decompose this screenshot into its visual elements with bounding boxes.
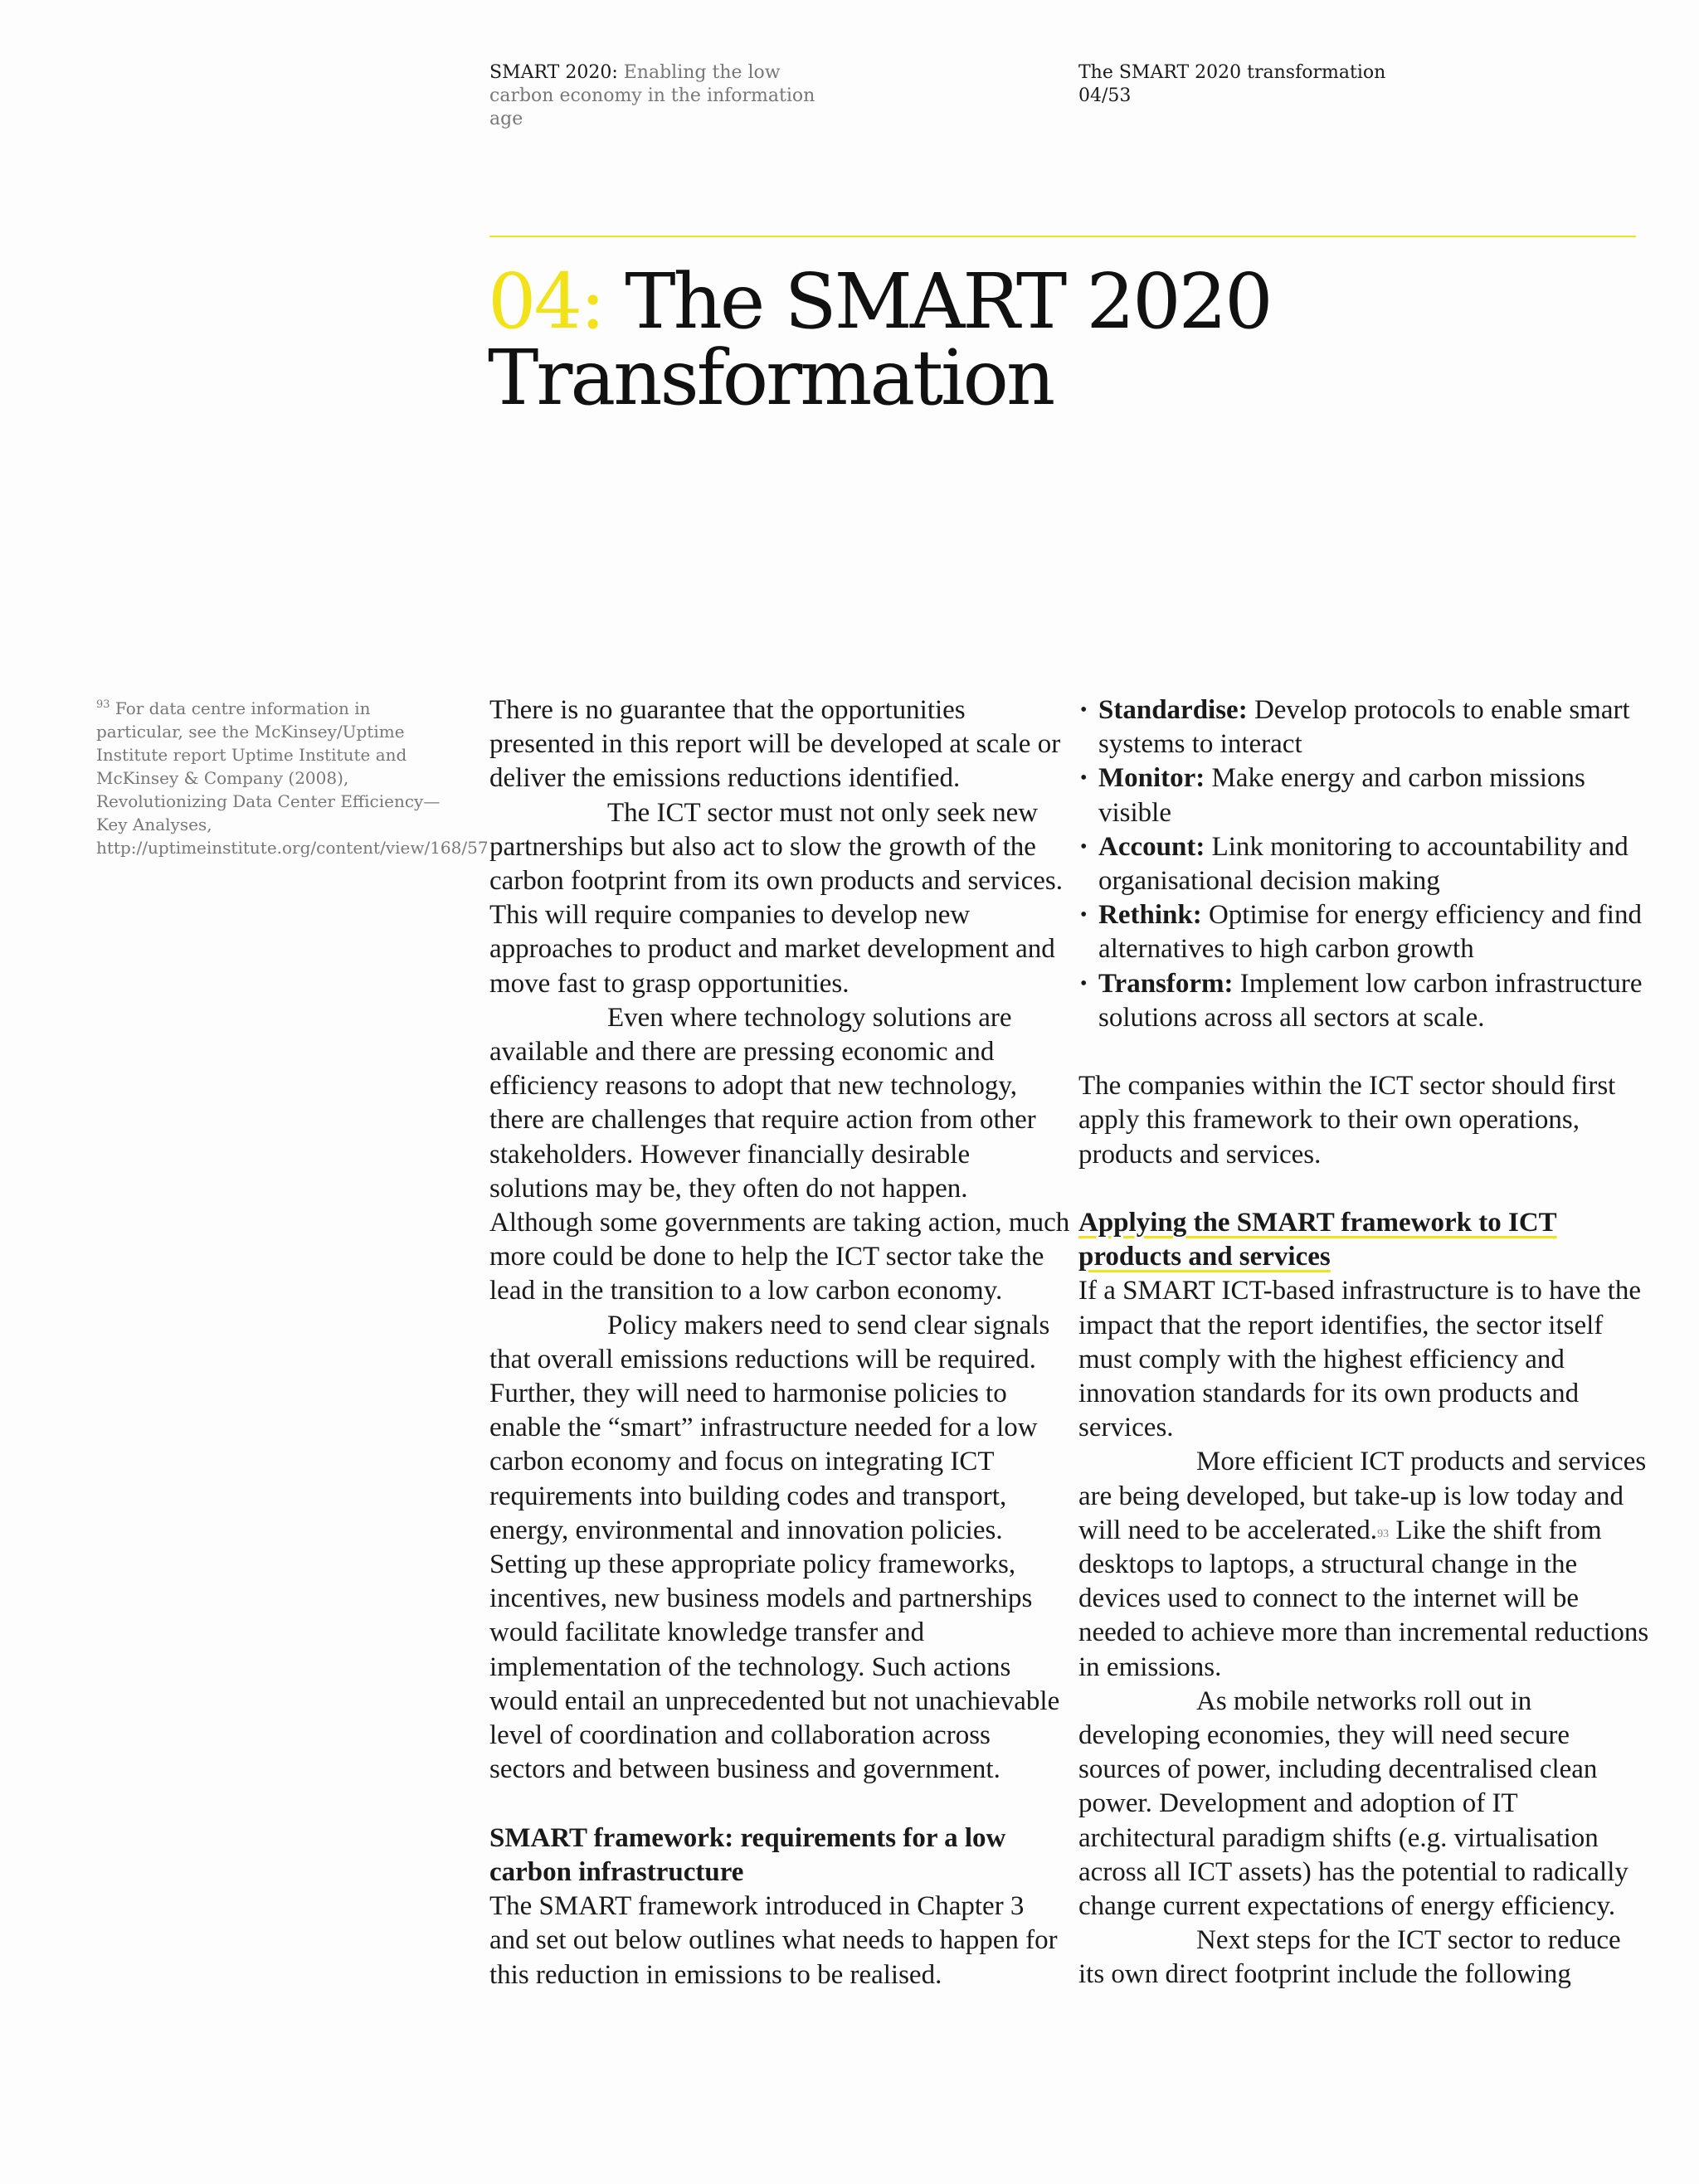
paragraph: Next steps for the ICT sector to reduce its own direct footprint include the following — [1078, 1925, 1621, 1990]
list-item-term: Standardise: — [1098, 695, 1248, 725]
list-item — [1078, 693, 1651, 761]
list-item — [1078, 898, 1651, 966]
yellow-rule — [489, 236, 1636, 237]
paragraph: The ICT sector must not only seek new partnerships but also act to slow the growth of the carbon footprint from its own products and services. This will require companies to develop new approaches to product and market development and move fast to grasp opportunities. — [489, 797, 1064, 999]
running-header-right — [1078, 61, 1493, 108]
footnote-number: 93 — [96, 698, 110, 711]
section-title: The SMART 2020 transformation — [1078, 62, 1386, 83]
list-item-text: Make energy and carbon missions visible — [1098, 763, 1585, 828]
list-item-text: Implement low carbon infrastructure solutions across all sectors at scale. — [1098, 968, 1643, 1033]
smart-framework-list — [1078, 693, 1651, 1035]
spacer — [489, 1788, 1070, 1822]
list-item-term: Transform: — [1098, 968, 1234, 999]
chapter-number: 04: — [488, 257, 604, 346]
paragraph-text: Like the shift from desktops to laptops, a structural change in the devices used to connect to the internet will be needed to achieve more than incremental reductions in emissions. — [1078, 1515, 1649, 1682]
paragraph — [1078, 1445, 1651, 1684]
footnote-reference: 93 — [1377, 1527, 1390, 1540]
list-item — [1078, 830, 1651, 898]
chapter-title-line1: The SMART 2020 — [603, 257, 1271, 346]
list-item — [1078, 967, 1651, 1035]
spacer — [1078, 1172, 1651, 1206]
list-item-text: Develop protocols to enable smart systems to interact — [1098, 695, 1630, 760]
list-item — [1078, 761, 1651, 829]
chapter-title — [488, 257, 1271, 422]
section-heading: Applying the SMART framework to ICT products and services — [1078, 1208, 1557, 1272]
list-item-term: Rethink: — [1098, 900, 1202, 931]
paragraph: As mobile networks roll out in developing economies, they will need secure sources of power, including decentralised clean power. Development and adoption of IT architectural paradigm shifts (e.g. virtualisation across all ICT assets) has the potential to radically change current expectations of energy efficiency. — [1078, 1685, 1628, 1922]
chapter-title-line2: Transformation — [488, 333, 1054, 422]
list-item-term: Account: — [1098, 831, 1205, 862]
paragraph-text: More efficient ICT products and services are being developed, but take-up is low today and will need to be accelerated. — [1078, 1447, 1647, 1545]
paragraph: The companies within the ICT sector should first apply this framework to their own operations, products and services. — [1078, 1071, 1616, 1170]
body-column-left — [489, 693, 1070, 1992]
spacer — [1078, 1035, 1651, 1069]
list-item-text: Optimise for energy efficiency and find alternatives to high carbon growth — [1098, 900, 1642, 965]
body-column-right — [1078, 693, 1651, 1992]
running-header-left — [489, 61, 838, 131]
list-item-term: Monitor: — [1098, 763, 1205, 794]
paragraph: If a SMART ICT-based infrastructure is to have the impact that the report identifies, the sector itself must comply with the highest efficiency and innovation standards for its own products and services. — [1078, 1276, 1642, 1443]
footnote — [96, 697, 489, 859]
paragraph: Policy makers need to send clear signals that overall emissions reductions will be required. Further, they will need to harmonise policies to enable the “smart” infrastructure needed for a low carbon economy and focus on integrating ICT requirements into building codes and transport, energy, environmental and innovation policies. Setting up these appropriate policy frameworks, incentives, new business models and partnerships would facilitate knowledge transfer and implementation of the technology. Such actions would entail an unprecedented but not unachievable level of coordination and collaboration across sectors and between business and government. — [489, 1310, 1060, 1785]
footnote-text: For data centre information in particular, see the McKinsey/Uptime Institute report Uptime Institute and McKinsey & Company (2008), Revolutionizing Data Center Efficiency—Key Analyses, http://uptimeinstitute.org/content/view/168/57 — [96, 698, 489, 858]
section-heading-wrap — [1078, 1206, 1651, 1274]
section-heading: SMART framework: requirements for a low carbon infrastructure — [489, 1822, 1006, 1887]
paragraph: Even where technology solutions are available and there are pressing economic and efficiency reasons to adopt that new technology, there are challenges that require action from other stakeholders. However financially desirable solutions may be, they often do not happen. Although some governments are taking action, much more could be done to help the ICT sector take the lead in the transition to a low carbon economy. — [489, 1002, 1070, 1306]
page-number: 04/53 — [1078, 85, 1132, 106]
paragraph: The SMART framework introduced in Chapter 3 and set out below outlines what needs to happen for this reduction in emissions to be realised. — [489, 1891, 1058, 1990]
paragraph: There is no guarantee that the opportunities presented in this report will be developed at scale or deliver the emissions reductions identified. — [489, 695, 1061, 794]
list-item-text: Link monitoring to accountability and organisational decision making — [1098, 831, 1628, 897]
report-title: SMART 2020: — [489, 62, 618, 83]
report-subtitle: Enabling the low carbon economy in the information age — [489, 62, 815, 129]
